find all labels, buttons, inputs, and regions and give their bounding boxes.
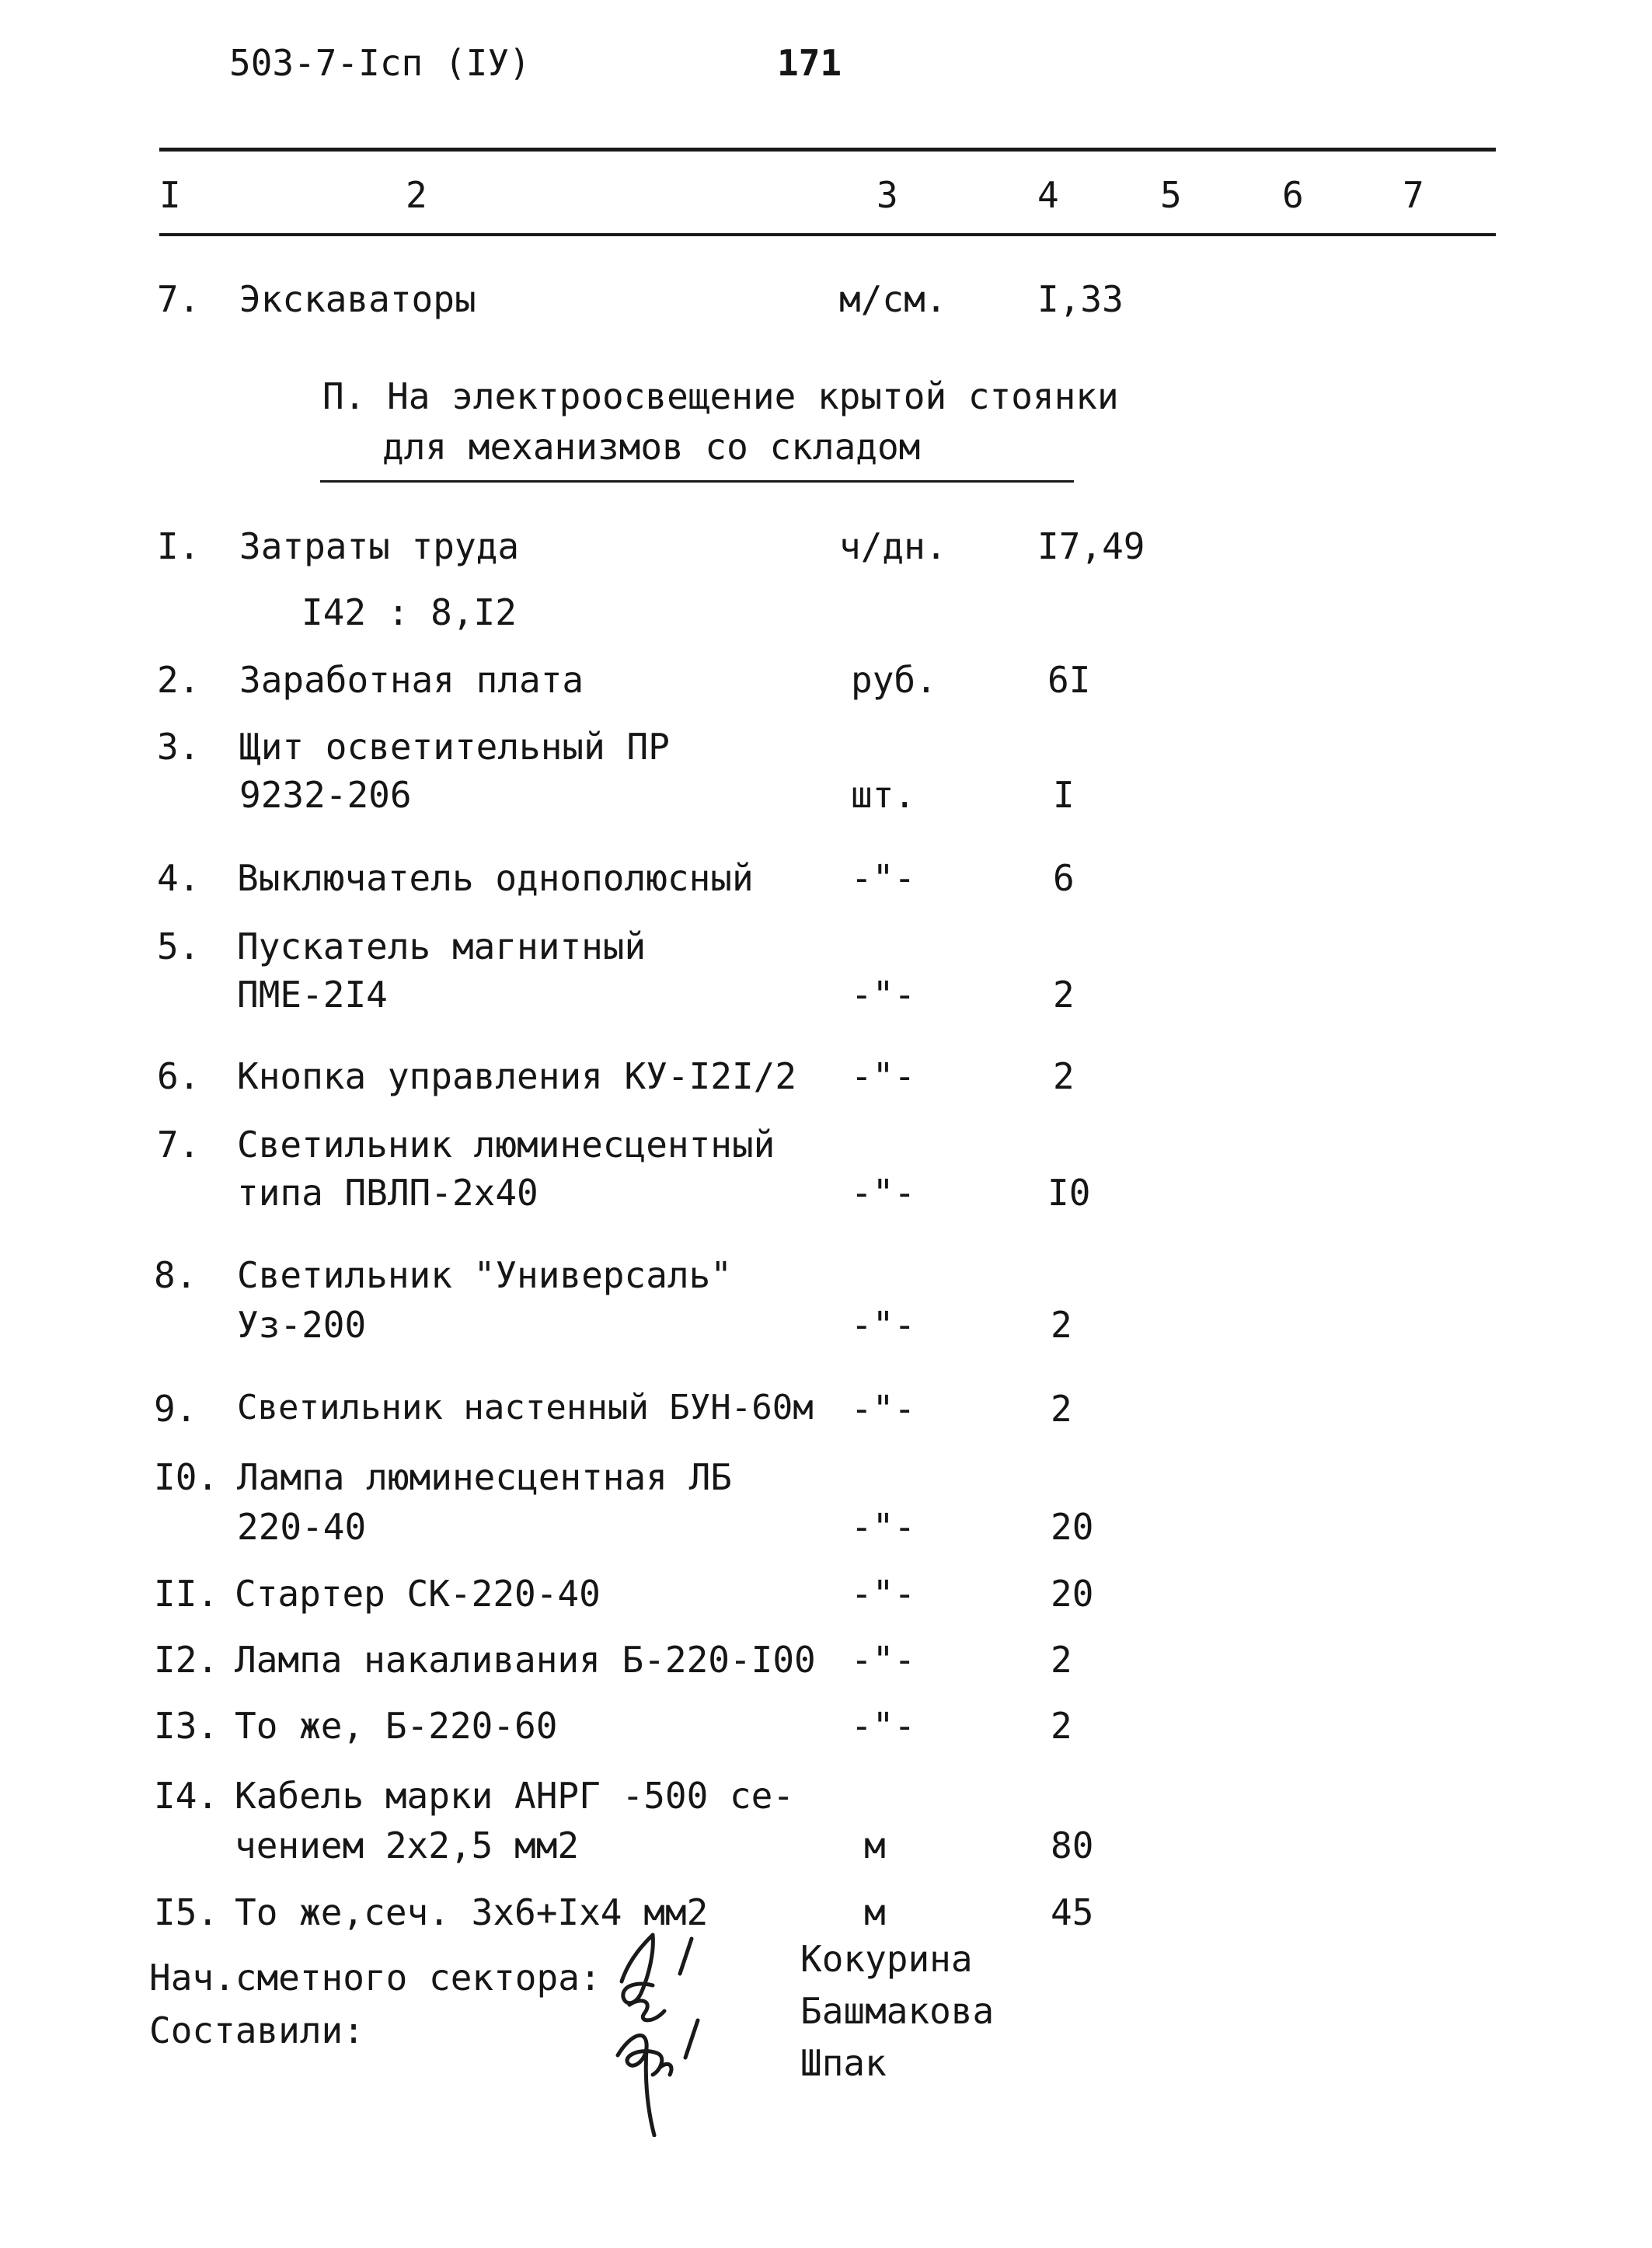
signature-stroke <box>646 2048 654 2135</box>
item-name: То же, Б-220-60 <box>235 1705 558 1747</box>
item-num: 3. <box>157 726 200 768</box>
item-note: I42 : 8,I2 <box>301 591 517 633</box>
section-underline <box>320 480 1074 483</box>
item-num: I2. <box>154 1639 219 1681</box>
item-unit: -"- <box>851 1172 916 1214</box>
item-name: Светильник люминесцентный <box>237 1124 775 1166</box>
col-head-1: I <box>159 174 181 216</box>
item-name: Выключатель однополюсный <box>237 857 754 899</box>
item-name: Светильник настенный БУН-60м <box>237 1388 814 1427</box>
footer-name-1: Кокурина <box>800 1938 973 1980</box>
item-num: I4. <box>154 1775 219 1817</box>
item-qty: 2 <box>1053 974 1075 1016</box>
item-unit: -"- <box>851 1705 916 1747</box>
item-unit: -"- <box>851 1304 916 1346</box>
item-num: 8. <box>154 1254 197 1296</box>
item-num: 6. <box>157 1055 200 1097</box>
section-title-line1: П. На электроосвещение крытой стоянки <box>322 375 1119 417</box>
item-qty: 2 <box>1051 1705 1072 1747</box>
col-head-2: 2 <box>406 174 427 216</box>
item-name: Щит осветительный ПР <box>239 726 670 768</box>
footer-label-authors: Составили: <box>149 2009 364 2051</box>
item-qty: I7,49 <box>1037 525 1145 567</box>
signature-stroke <box>685 2020 698 2058</box>
item-unit: -"- <box>851 857 916 899</box>
item-num: I3. <box>154 1705 219 1747</box>
item-unit: -"- <box>851 1639 916 1681</box>
item-name: Заработная плата <box>239 659 584 701</box>
item-unit: -"- <box>851 1506 916 1548</box>
col-head-7: 7 <box>1403 174 1424 216</box>
item-num: I5. <box>154 1891 219 1933</box>
item-qty: 2 <box>1053 1055 1075 1097</box>
item-qty: I <box>1053 774 1075 816</box>
col-head-6: 6 <box>1282 174 1304 216</box>
signature-stroke <box>680 1939 692 1974</box>
item-qty: I0 <box>1047 1172 1091 1214</box>
item-num: 5. <box>157 925 200 967</box>
col-head-4: 4 <box>1037 174 1059 216</box>
item-num: II. <box>154 1573 219 1615</box>
item-name: Светильник "Универсаль" <box>237 1254 732 1296</box>
signature-image <box>598 1919 730 2137</box>
item-name-cont: 9232-206 <box>239 774 412 816</box>
item-unit: -"- <box>851 1055 916 1097</box>
item-qty: 2 <box>1051 1304 1072 1346</box>
item-name: Кнопка управления КУ-I2I/2 <box>237 1055 797 1097</box>
item-name-cont: 220-40 <box>237 1506 367 1548</box>
footer-label-head: Нач.сметного сектора: <box>149 1957 601 1999</box>
signature-stroke <box>618 2035 662 2075</box>
item-name-cont: типа ПВЛП-2х40 <box>237 1172 538 1214</box>
item-num: I. <box>157 525 200 567</box>
item-name: Лампа люминесцентная ЛБ <box>237 1456 732 1498</box>
top-rule <box>159 148 1496 152</box>
footer-name-3: Шпак <box>800 2042 887 2084</box>
item-name: Стартер СК-220-40 <box>235 1573 601 1615</box>
item-qty: 80 <box>1051 1825 1094 1866</box>
item-num: 7. <box>157 1124 200 1166</box>
item-qty: 2 <box>1051 1388 1072 1430</box>
item-unit: м <box>864 1825 886 1866</box>
item-name-cont: чением 2х2,5 мм2 <box>235 1825 580 1866</box>
item-unit: ч/дн. <box>839 525 947 567</box>
page-number: 171 <box>777 42 842 84</box>
item-name-cont: Уз-200 <box>237 1304 367 1346</box>
header-rule <box>159 233 1496 236</box>
item-unit: -"- <box>851 1388 916 1430</box>
item-name-cont: ПМЕ-2I4 <box>237 974 388 1016</box>
signature-stroke <box>622 1935 653 2003</box>
item-qty: 6I <box>1047 659 1091 701</box>
item-qty: 45 <box>1051 1891 1094 1933</box>
item-num: 2. <box>157 659 200 701</box>
item-name: Кабель марки АНРГ -500 се- <box>235 1775 795 1817</box>
top-row-unit: м/см. <box>839 278 947 320</box>
item-unit: руб. <box>851 659 937 701</box>
item-unit: -"- <box>851 1573 916 1615</box>
item-qty: 6 <box>1053 857 1075 899</box>
signature-stroke <box>629 2001 664 2020</box>
footer-name-2: Башмакова <box>800 1990 995 2032</box>
item-num: I0. <box>154 1456 219 1498</box>
item-unit: шт. <box>851 774 916 816</box>
item-name: Пускатель магнитный <box>237 925 647 967</box>
document-code: 503-7-Iсп (IУ) <box>229 42 531 84</box>
signature-stroke <box>660 2064 671 2075</box>
item-name: То же,сеч. 3х6+Iх4 мм2 <box>235 1891 709 1933</box>
section-title-line2: для механизмов со складом <box>382 426 921 468</box>
item-num: 9. <box>154 1388 197 1430</box>
item-name: Лампа накаливания Б-220-I00 <box>235 1639 816 1681</box>
col-head-3: 3 <box>877 174 898 216</box>
item-qty: 20 <box>1051 1506 1094 1548</box>
item-name: Затраты труда <box>239 525 520 567</box>
item-qty: 20 <box>1051 1573 1094 1615</box>
top-row-num: 7. <box>157 278 200 320</box>
top-row-qty: I,33 <box>1037 278 1124 320</box>
col-head-5: 5 <box>1160 174 1182 216</box>
top-row-name: Экскаваторы <box>239 278 476 320</box>
item-num: 4. <box>157 857 200 899</box>
item-unit: -"- <box>851 974 916 1016</box>
item-qty: 2 <box>1051 1639 1072 1681</box>
item-unit: м <box>864 1891 886 1933</box>
